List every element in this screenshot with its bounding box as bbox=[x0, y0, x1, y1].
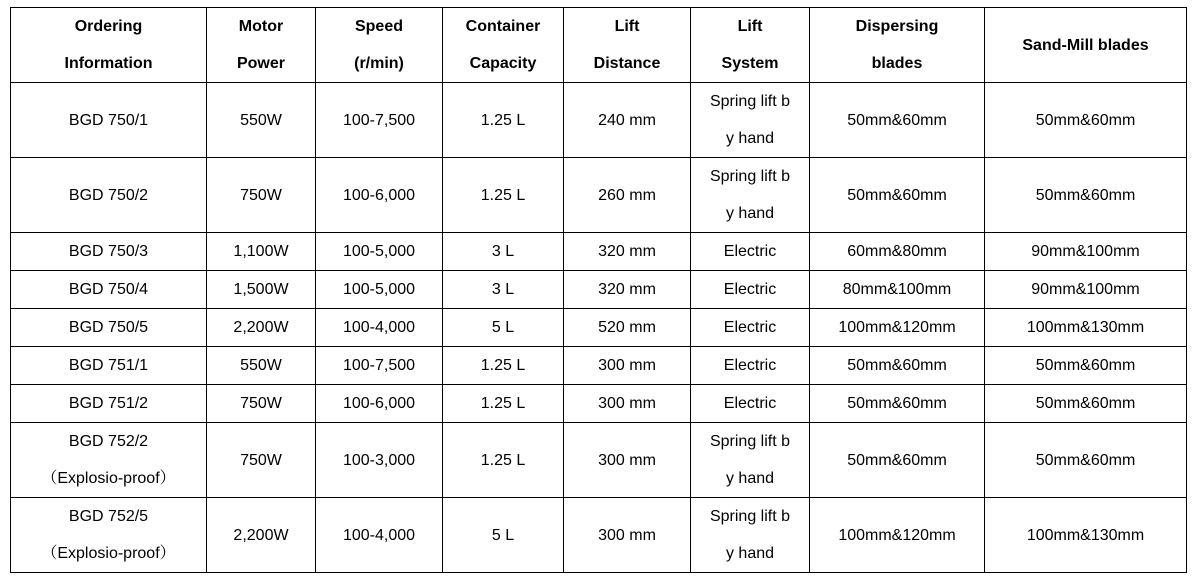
cell-motor-power: 2,200W bbox=[207, 309, 316, 347]
cell-sand-mill-blades: 50mm&60mm bbox=[985, 158, 1187, 233]
cell-speed: 100-7,500 bbox=[316, 83, 443, 158]
cell-motor-power: 750W bbox=[207, 423, 316, 498]
table-row bbox=[11, 83, 1187, 158]
cell-container-capacity: 1.25 L bbox=[443, 158, 564, 233]
cell-container-capacity: 1.25 L bbox=[443, 423, 564, 498]
table-row bbox=[11, 233, 1187, 271]
cell-model-line: BGD 751/2 bbox=[68, 395, 149, 412]
cell-model bbox=[11, 271, 207, 309]
cell-model bbox=[11, 498, 207, 573]
header-label: System bbox=[721, 55, 779, 72]
cell-lift-system-line: y hand bbox=[725, 545, 775, 562]
header-label: Speed bbox=[354, 18, 403, 35]
table-row bbox=[11, 347, 1187, 385]
cell-lift-distance: 260 mm bbox=[564, 158, 691, 233]
cell-sand-mill-blades: 90mm&100mm bbox=[985, 271, 1187, 309]
cell-model bbox=[11, 158, 207, 233]
cell-model-line: BGD 750/4 bbox=[68, 281, 149, 298]
header-label: Lift bbox=[737, 18, 763, 35]
cell-sand-mill-blades: 50mm&60mm bbox=[985, 385, 1187, 423]
cell-model bbox=[11, 309, 207, 347]
cell-dispersing-blades: 100mm&120mm bbox=[810, 498, 985, 573]
cell-lift-system-line: y hand bbox=[725, 205, 775, 222]
table-body bbox=[11, 83, 1187, 573]
cell-model-line: BGD 750/2 bbox=[68, 186, 149, 204]
header-label: Power bbox=[236, 55, 285, 72]
header-label: Distance bbox=[593, 55, 661, 72]
cell-speed: 100-4,000 bbox=[316, 498, 443, 573]
cell-lift-distance: 240 mm bbox=[564, 83, 691, 158]
cell-lift-system bbox=[691, 158, 810, 233]
cell-model-line: BGD 752/5 bbox=[68, 508, 149, 525]
cell-dispersing-blades: 50mm&60mm bbox=[810, 83, 985, 158]
cell-speed: 100-5,000 bbox=[316, 233, 443, 271]
table-row bbox=[11, 271, 1187, 309]
cell-model-line: BGD 750/5 bbox=[68, 319, 149, 336]
header-label: Dispersing bbox=[855, 18, 939, 35]
table-row bbox=[11, 498, 1187, 573]
cell-motor-power: 1,500W bbox=[207, 271, 316, 309]
cell-model-line: BGD 752/2 bbox=[68, 433, 149, 450]
cell-container-capacity: 5 L bbox=[443, 309, 564, 347]
header-label: blades bbox=[871, 55, 923, 72]
cell-lift-distance: 320 mm bbox=[564, 271, 691, 309]
cell-model-line: BGD 750/3 bbox=[68, 243, 149, 260]
cell-dispersing-blades: 50mm&60mm bbox=[810, 347, 985, 385]
cell-model bbox=[11, 233, 207, 271]
cell-lift-system bbox=[691, 271, 810, 309]
cell-lift-system-line: Electric bbox=[723, 395, 777, 412]
table-row bbox=[11, 309, 1187, 347]
cell-motor-power: 550W bbox=[207, 83, 316, 158]
cell-sand-mill-blades: 90mm&100mm bbox=[985, 233, 1187, 271]
cell-speed: 100-6,000 bbox=[316, 385, 443, 423]
product-spec-table bbox=[10, 7, 1187, 573]
cell-lift-system-line: Electric bbox=[723, 243, 777, 260]
header-lift-system bbox=[691, 8, 810, 83]
cell-lift-system bbox=[691, 385, 810, 423]
header-label: Capacity bbox=[469, 55, 537, 72]
cell-speed: 100-6,000 bbox=[316, 158, 443, 233]
cell-lift-system-line: y hand bbox=[725, 130, 775, 147]
cell-lift-distance: 300 mm bbox=[564, 385, 691, 423]
header-label: Information bbox=[64, 55, 153, 72]
cell-lift-system bbox=[691, 347, 810, 385]
cell-dispersing-blades: 50mm&60mm bbox=[810, 158, 985, 233]
cell-lift-distance: 300 mm bbox=[564, 498, 691, 573]
header-sand-mill-blades bbox=[985, 8, 1187, 83]
cell-lift-system-line: Spring lift b bbox=[709, 433, 791, 450]
cell-sand-mill-blades: 100mm&130mm bbox=[985, 498, 1187, 573]
header-label: Sand-Mill blades bbox=[1022, 36, 1149, 54]
cell-speed: 100-3,000 bbox=[316, 423, 443, 498]
cell-model bbox=[11, 385, 207, 423]
cell-sand-mill-blades: 50mm&60mm bbox=[985, 423, 1187, 498]
cell-speed: 100-7,500 bbox=[316, 347, 443, 385]
cell-dispersing-blades: 60mm&80mm bbox=[810, 233, 985, 271]
cell-model-line: （Explosio-proof） bbox=[41, 545, 176, 562]
cell-lift-distance: 320 mm bbox=[564, 233, 691, 271]
header-label: Lift bbox=[614, 18, 640, 35]
cell-lift-distance: 520 mm bbox=[564, 309, 691, 347]
cell-speed: 100-5,000 bbox=[316, 271, 443, 309]
cell-container-capacity: 3 L bbox=[443, 233, 564, 271]
cell-lift-system-line: Spring lift b bbox=[709, 168, 791, 185]
cell-speed: 100-4,000 bbox=[316, 309, 443, 347]
cell-lift-system-line: Electric bbox=[723, 281, 777, 298]
cell-lift-system bbox=[691, 83, 810, 158]
table-row bbox=[11, 158, 1187, 233]
header-container-capacity bbox=[443, 8, 564, 83]
cell-container-capacity: 5 L bbox=[443, 498, 564, 573]
cell-lift-distance: 300 mm bbox=[564, 423, 691, 498]
cell-lift-system-line: Electric bbox=[723, 357, 777, 374]
header-speed bbox=[316, 8, 443, 83]
cell-container-capacity: 1.25 L bbox=[443, 385, 564, 423]
cell-lift-system-line: Spring lift b bbox=[709, 93, 791, 110]
cell-motor-power: 550W bbox=[207, 347, 316, 385]
header-label: Container bbox=[465, 18, 541, 35]
header-lift-distance bbox=[564, 8, 691, 83]
cell-lift-system bbox=[691, 498, 810, 573]
cell-model bbox=[11, 347, 207, 385]
cell-model-line: （Explosio-proof） bbox=[41, 470, 176, 487]
header-label: Ordering bbox=[74, 18, 143, 35]
cell-model-line: BGD 750/1 bbox=[68, 111, 149, 129]
header-dispersing-blades bbox=[810, 8, 985, 83]
cell-container-capacity: 1.25 L bbox=[443, 347, 564, 385]
header-ordering-information bbox=[11, 8, 207, 83]
cell-sand-mill-blades: 50mm&60mm bbox=[985, 347, 1187, 385]
cell-motor-power: 1,100W bbox=[207, 233, 316, 271]
cell-lift-system bbox=[691, 309, 810, 347]
cell-container-capacity: 1.25 L bbox=[443, 83, 564, 158]
cell-sand-mill-blades: 100mm&130mm bbox=[985, 309, 1187, 347]
cell-dispersing-blades: 50mm&60mm bbox=[810, 385, 985, 423]
cell-lift-distance: 300 mm bbox=[564, 347, 691, 385]
table-header-row bbox=[11, 8, 1187, 83]
cell-dispersing-blades: 100mm&120mm bbox=[810, 309, 985, 347]
cell-motor-power: 750W bbox=[207, 385, 316, 423]
cell-model-line: BGD 751/1 bbox=[68, 357, 149, 374]
table-row bbox=[11, 385, 1187, 423]
cell-motor-power: 2,200W bbox=[207, 498, 316, 573]
header-label: (r/min) bbox=[354, 55, 404, 72]
cell-dispersing-blades: 50mm&60mm bbox=[810, 423, 985, 498]
cell-dispersing-blades: 80mm&100mm bbox=[810, 271, 985, 309]
header-label: Motor bbox=[238, 18, 284, 35]
cell-model bbox=[11, 423, 207, 498]
header-motor-power bbox=[207, 8, 316, 83]
cell-lift-system-line: y hand bbox=[725, 470, 775, 487]
cell-lift-system bbox=[691, 423, 810, 498]
cell-container-capacity: 3 L bbox=[443, 271, 564, 309]
cell-lift-system-line: Electric bbox=[723, 319, 777, 336]
cell-sand-mill-blades: 50mm&60mm bbox=[985, 83, 1187, 158]
table-row bbox=[11, 423, 1187, 498]
cell-lift-system bbox=[691, 233, 810, 271]
cell-model bbox=[11, 83, 207, 158]
cell-motor-power: 750W bbox=[207, 158, 316, 233]
cell-lift-system-line: Spring lift b bbox=[709, 508, 791, 525]
